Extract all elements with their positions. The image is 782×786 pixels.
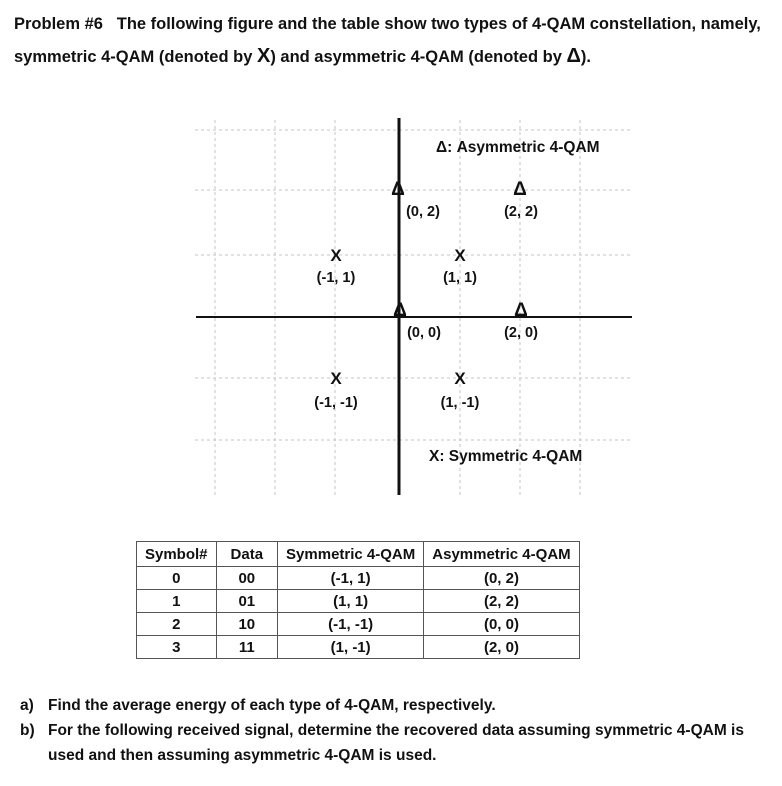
table-row [137,590,580,613]
symbol-x-inline: X [256,45,271,67]
cell-symmetric: (1, 1) [278,590,424,613]
delta-marker: Δ [513,179,527,200]
question-label: b) [20,722,35,739]
point-label: (1, 1) [443,270,477,286]
cell-asymmetric: (0, 0) [424,613,579,636]
legend-symmetric: X: Symmetric 4-QAM [429,448,583,465]
symbol-delta-inline: Δ [566,45,581,67]
table-row [137,613,580,636]
cell-symbol: 3 [137,636,217,659]
symmetric-points [314,246,479,411]
x-marker: X [454,246,466,265]
table-row [137,636,580,659]
cell-symbol: 2 [137,613,217,636]
question-label: a) [20,697,34,714]
point-label: (2, 2) [504,204,538,220]
delta-marker: Δ [393,300,407,321]
cell-asymmetric: (0, 2) [424,567,579,590]
table-header-row [137,542,580,567]
question-text: For the following received signal, determine the recovered data assuming symmetric 4-QAM is used and then assuming asymmetric 4-QAM is used. [48,722,744,764]
cell-data: 11 [216,636,278,659]
point-label: (-1, 1) [316,270,356,286]
question-list [20,693,770,768]
cell-asymmetric: (2, 2) [424,590,579,613]
delta-marker: Δ [514,300,528,321]
header-symbol: Symbol# [137,542,217,567]
mapping-table [136,541,580,659]
cell-symmetric: (-1, -1) [278,613,424,636]
table-row [137,567,580,590]
delta-marker: Δ [391,179,405,200]
question-text: Find the average energy of each type of 4-QAM, respectively. [48,697,496,714]
x-marker: X [330,246,342,265]
problem-text-post: ). [580,48,591,66]
question-item [20,718,770,768]
point-label: (0, 2) [406,204,440,220]
x-marker: X [330,369,342,388]
header-data: Data [216,542,278,567]
problem-text-mid: ) and asymmetric 4-QAM (denoted by [270,48,567,66]
header-asymmetric: Asymmetric 4-QAM [424,542,579,567]
problem-number: Problem #6 [14,15,103,33]
point-label: (0, 0) [407,325,441,341]
x-marker: X [454,369,466,388]
legend-asymmetric: Δ: Asymmetric 4-QAM [436,139,600,156]
cell-symbol: 1 [137,590,217,613]
cell-symbol: 0 [137,567,217,590]
cell-asymmetric: (2, 0) [424,636,579,659]
cell-data: 00 [216,567,278,590]
dashed-grid [195,120,630,495]
point-label: (-1, -1) [314,395,358,411]
problem-statement [14,8,774,73]
cell-data: 10 [216,613,278,636]
cell-symmetric: (-1, 1) [278,567,424,590]
cell-data: 01 [216,590,278,613]
point-label: (2, 0) [504,325,538,341]
problem-text-pre: The following figure and the table show two types of 4-QAM constellation, namely, symmetric 4-QAM (denoted by [14,15,761,66]
question-item [20,693,770,718]
point-label: (1, -1) [440,395,480,411]
header-symmetric: Symmetric 4-QAM [278,542,424,567]
cell-symmetric: (1, -1) [278,636,424,659]
asymmetric-points [391,179,538,341]
